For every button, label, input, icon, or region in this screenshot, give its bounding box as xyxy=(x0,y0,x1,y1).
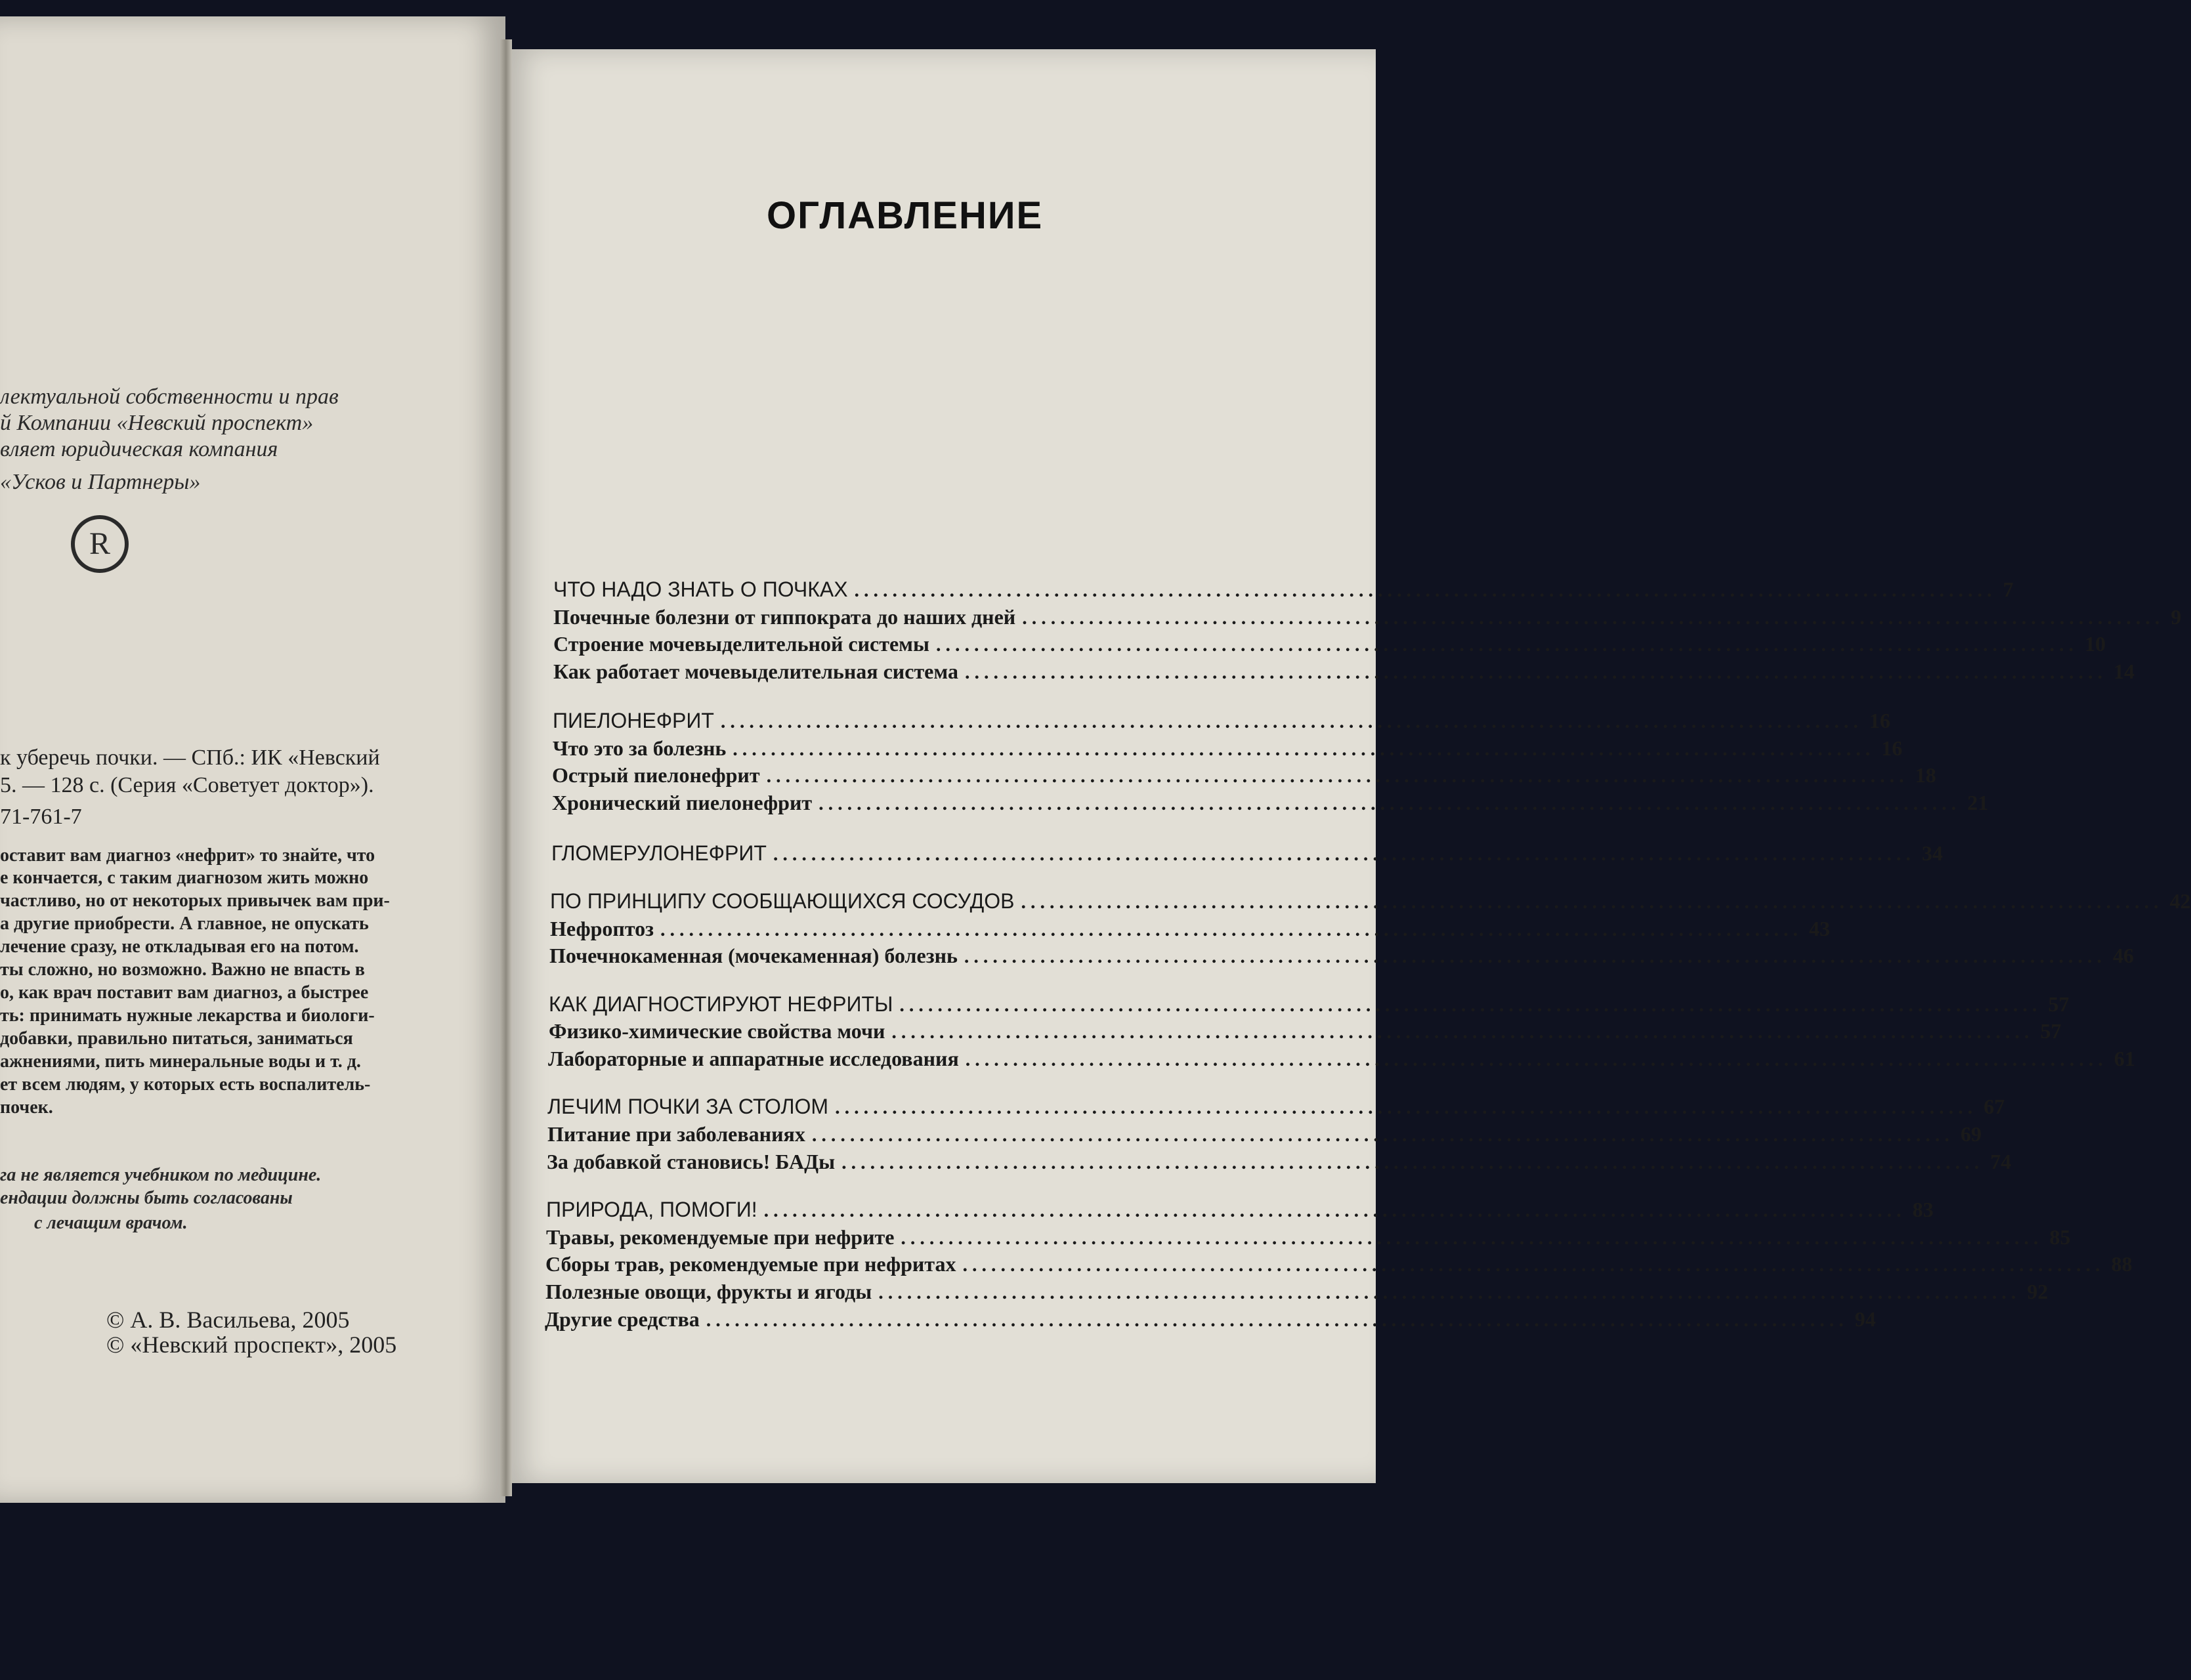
toc-page-number: 74 xyxy=(1990,1150,2012,1173)
toc-leader-dots: ........................................................................................................................ xyxy=(964,946,2106,967)
toc-leader-dots: ........................................................................................................................ xyxy=(841,1152,1984,1173)
toc-entry xyxy=(545,1280,2049,1304)
book-gutter xyxy=(500,39,512,1496)
toc-page-number: 61 xyxy=(2114,1047,2135,1070)
toc-page-number: 42 xyxy=(2169,889,2191,913)
toc-leader-dots: ........................................................................................................................ xyxy=(720,711,1863,732)
toc-leader-dots: ........................................................................................................................ xyxy=(962,1254,2105,1276)
toc-leader-dots: ........................................................................................................................ xyxy=(706,1309,1848,1331)
toc-entry xyxy=(547,1150,2012,1174)
toc-subsection-title: Физико-химические свойства мочи xyxy=(549,1019,885,1043)
toc-leader-dots: ........................................................................................................................ xyxy=(878,1282,2021,1303)
toc-subsection-title: Лабораторные и аппаратные исследования xyxy=(548,1047,959,1070)
toc-leader-dots: ........................................................................................................................ xyxy=(899,994,2042,1016)
toc-page-number: 67 xyxy=(1984,1095,2005,1118)
disclaimer-line: ендации должны быть согласованы xyxy=(0,1188,293,1208)
toc-leader-dots: ........................................................................................................................ xyxy=(811,1124,1954,1146)
toc-entry xyxy=(549,944,2134,968)
toc-leader-dots: ........................................................................................................................ xyxy=(763,1200,1906,1221)
toc-leader-dots: ........................................................................................................................ xyxy=(901,1227,2043,1249)
toc-page-number: 7 xyxy=(2003,578,2014,601)
toc-leader-dots: ........................................................................................................................ xyxy=(819,793,1961,814)
toc-leader-dots: ........................................................................................................................ xyxy=(773,843,1915,865)
legal-line: й Компании «Невский проспект» xyxy=(0,411,314,435)
toc-page-number: 57 xyxy=(2048,992,2070,1016)
toc-page-number: 88 xyxy=(2111,1252,2133,1276)
annotation-line: добавки, правильно питаться, заниматься xyxy=(0,1028,353,1049)
toc-entry xyxy=(552,791,1989,815)
toc-page-number: 92 xyxy=(2027,1280,2049,1303)
toc-section-title: ЛЕЧИМ ПОЧКИ ЗА СТОЛОМ xyxy=(547,1095,829,1118)
toc-leader-dots: ........................................................................................................................ xyxy=(854,579,1997,601)
toc-entry xyxy=(552,763,1936,788)
toc-leader-dots: ........................................................................................................................ xyxy=(733,738,1875,760)
toc-page-number: 83 xyxy=(1912,1198,1934,1221)
toc-page-number: 46 xyxy=(2112,944,2134,967)
toc-section-title: ГЛОМЕРУЛОНЕФРИТ xyxy=(551,841,767,865)
toc-leader-dots: ........................................................................................................................ xyxy=(935,634,2078,656)
toc-entry xyxy=(550,917,1831,941)
toc-subsection-title: Хронический пиелонефрит xyxy=(552,791,813,814)
toc-page-number: 10 xyxy=(2084,632,2106,656)
annotation-line: оставит вам диагноз «нефрит» то знайте, что xyxy=(0,845,375,866)
toc-subsection-title: Сборы трав, рекомендуемые при нефритах xyxy=(545,1252,956,1276)
toc-page-number: 69 xyxy=(1960,1122,1982,1146)
toc-page-number: 43 xyxy=(1809,917,1831,940)
toc-page-number: 18 xyxy=(1915,763,1936,787)
toc-page-number: 9 xyxy=(2171,605,2182,629)
biblio-line: к уберечь почки. — СПб.: ИК «Невский xyxy=(0,746,380,770)
toc-entry xyxy=(548,1047,2135,1071)
toc-subsection-title: Как работает мочевыделительная система xyxy=(553,660,958,683)
legal-line: вляет юридическая компания xyxy=(0,437,278,461)
toc-subsection-title: Острый пиелонефрит xyxy=(552,763,760,787)
legal-line: лектуальной собственности и прав xyxy=(0,385,339,409)
toc-page-number: 21 xyxy=(1967,791,1989,814)
toc-entry xyxy=(549,992,2070,1017)
toc-subsection-title: Почечные болезни от гиппократа до наших дней xyxy=(553,605,1016,629)
annotation-line: частливо, но от некоторых привычек вам при- xyxy=(0,891,390,911)
biblio-line: 71-761-7 xyxy=(0,805,82,829)
annotation-line: ажнениями, пить минеральные воды и т. д. xyxy=(0,1051,361,1072)
disclaimer-line: га не является учебником по медицине. xyxy=(0,1165,322,1185)
toc-page-number: 85 xyxy=(2049,1225,2071,1249)
toc-entry xyxy=(553,605,2182,629)
toc-leader-dots: ........................................................................................................................ xyxy=(964,662,2107,683)
toc-entry xyxy=(553,709,1890,733)
toc-page-number: 16 xyxy=(1881,736,1903,760)
toc-subsection-title: Питание при заболеваниях xyxy=(547,1122,805,1146)
toc-entry xyxy=(553,736,1903,761)
toc-subsection-title: За добавкой становись! БАДы xyxy=(547,1150,836,1173)
toc-leader-dots: ........................................................................................................................ xyxy=(891,1021,2034,1043)
toc-leader-dots: ........................................................................................................................ xyxy=(1021,891,2163,913)
toc-entry xyxy=(549,1019,2062,1043)
toc-entry xyxy=(553,578,2014,602)
toc-entry xyxy=(553,660,2135,684)
toc-section-title: ПРИРОДА, ПОМОГИ! xyxy=(546,1198,757,1221)
annotation-line: ть: принимать нужные лекарства и биологи- xyxy=(0,1005,375,1026)
toc-leader-dots: ........................................................................................................................ xyxy=(766,765,1909,787)
copyright-line: © «Невский проспект», 2005 xyxy=(106,1332,397,1358)
toc-entry xyxy=(551,841,1943,866)
toc-subsection-title: Другие средства xyxy=(545,1307,700,1331)
toc-entry xyxy=(546,1225,2071,1250)
toc-entry xyxy=(545,1252,2133,1276)
toc-entry xyxy=(547,1095,2005,1119)
page-title: ОГЛАВЛЕНИЕ xyxy=(767,194,1044,237)
toc-leader-dots: ........................................................................................................................ xyxy=(1022,607,2165,629)
annotation-line: ет всем людям, у которых есть воспалитель- xyxy=(0,1074,371,1095)
annotation-line: ты сложно, но возможно. Важно не впасть в xyxy=(0,959,365,980)
toc-subsection-title: Травы, рекомендуемые при нефрите xyxy=(546,1225,895,1249)
toc-section-title: ПО ПРИНЦИПУ СООБЩАЮЩИХСЯ СОСУДОВ xyxy=(550,889,1015,913)
registered-logo-icon: R xyxy=(71,515,129,573)
annotation-line: а другие приобрести. А главное, не опускать xyxy=(0,914,369,934)
toc-page-number: 16 xyxy=(1869,709,1890,732)
toc-page-number: 14 xyxy=(2113,660,2135,683)
toc-page-number: 94 xyxy=(1854,1307,1876,1331)
toc-page-number: 57 xyxy=(2040,1019,2062,1043)
annotation-line: о, как врач поставит вам диагноз, а быстрее xyxy=(0,982,369,1003)
annotation-line: е кончается, с таким диагнозом жить можно xyxy=(0,868,369,888)
toc-entry xyxy=(546,1198,1934,1222)
toc-leader-dots: ........................................................................................................................ xyxy=(660,919,1803,940)
toc-section-title: КАК ДИАГНОСТИРУЮТ НЕФРИТЫ xyxy=(549,992,893,1016)
toc-leader-dots: ........................................................................................................................ xyxy=(965,1049,2108,1070)
toc-page-number: 34 xyxy=(1921,841,1943,865)
toc-entry xyxy=(547,1122,1982,1146)
legal-line: «Усков и Партнеры» xyxy=(0,470,201,494)
annotation-line: почек. xyxy=(0,1097,53,1118)
toc-subsection-title: Нефроптоз xyxy=(550,917,654,940)
toc-entry xyxy=(553,632,2106,656)
toc-section-title: ПИЕЛОНЕФРИТ xyxy=(553,709,714,732)
disclaimer-line: с лечащим врачом. xyxy=(34,1213,188,1233)
toc-subsection-title: Полезные овощи, фрукты и ягоды xyxy=(545,1280,872,1303)
biblio-line: 5. — 128 с. (Серия «Советует доктор»). xyxy=(0,773,374,797)
toc-subsection-title: Строение мочевыделительной системы xyxy=(553,632,929,656)
toc-section-title: ЧТО НАДО ЗНАТЬ О ПОЧКАХ xyxy=(553,578,848,601)
toc-entry xyxy=(545,1307,1876,1332)
copyright-line: © А. В. Васильева, 2005 xyxy=(106,1307,350,1333)
toc-entry xyxy=(550,889,2191,914)
toc-subsection-title: Почечнокаменная (мочекаменная) болезнь xyxy=(549,944,958,967)
toc-leader-dots: ........................................................................................................................ xyxy=(835,1097,1978,1118)
toc-subsection-title: Что это за болезнь xyxy=(553,736,727,760)
annotation-line: лечение сразу, не откладывая его на потом. xyxy=(0,936,359,957)
